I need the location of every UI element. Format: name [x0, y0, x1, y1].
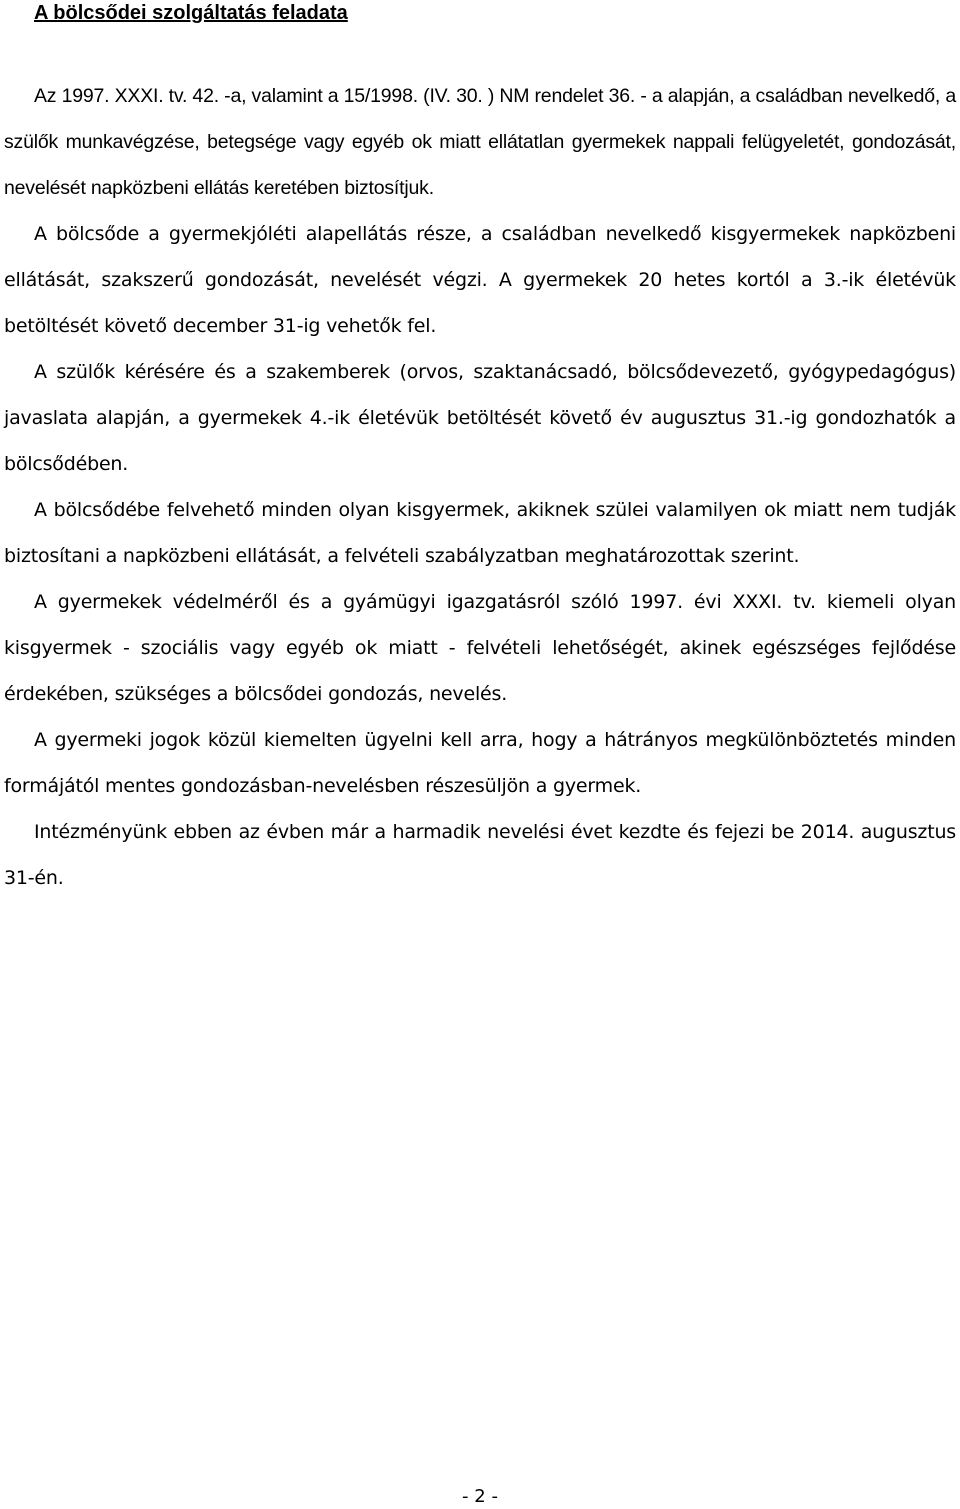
body-text — [4, 73, 956, 901]
paragraph-nursery-role: A bölcsőde a gyermekjóléti alapellátás része, a családban nevelkedő kisgyermekek napközbeni ellátását, szakszerű gondozását, nevelését végzi. A gyermekek 20 hetes kortól a 3.-ik életévük betöltését követő december 31-ig vehetők fel. — [4, 223, 956, 337]
paragraph-age-extension: A szülők kérésére és a szakemberek (orvos, szaktanácsadó, bölcsődevezető, gyógypedagógus) javaslata alapján, a gyermekek 4.-ik életévük betöltését követő év augusztus 31.-ig gondozhatók a bölcsődében. — [4, 361, 956, 475]
paragraph-legal-basis: Az 1997. XXXI. tv. 42. -a, valamint a 15/1998. (IV. 30. ) NM rendelet 36. - a alapján, a családban nevelkedő, a szülők munkavégzése, betegsége vagy egyéb ok miatt ellátatlan gyermekek nappali felügyeletét, gondozását, nevelését napközbeni ellátás keretében biztosítjuk. — [4, 85, 956, 199]
paragraph-institution-year: Intézményünk ebben az évben már a harmadik nevelési évet kezdte és fejezi be 2014. augusztus 31-én. — [4, 821, 956, 889]
paragraph-equal-treatment: A gyermeki jogok közül kiemelten ügyelni kell arra, hogy a hátrányos megkülönböztetés minden formájától mentes gondozásban-nevelésben részesüljön a gyermek. — [4, 729, 956, 797]
paragraph-admission: A bölcsődébe felvehető minden olyan kisgyermek, akiknek szülei valamilyen ok miatt nem tudják biztosítani a napközbeni ellátását, a felvételi szabályzatban meghatározottak szerint. — [4, 499, 956, 567]
paragraph-child-protection-law: A gyermekek védelméről és a gyámügyi igazgatásról szóló 1997. évi XXXI. tv. kiemeli olyan kisgyermek - szociális vagy egyéb ok miatt - felvételi lehetőségét, akinek egészséges fejlődése érdekében, szükséges a bölcsődei gondozás, nevelés. — [4, 591, 956, 705]
page-number: - 2 - — [462, 1486, 498, 1507]
section-heading: A bölcsődei szolgáltatás feladata — [34, 2, 348, 24]
